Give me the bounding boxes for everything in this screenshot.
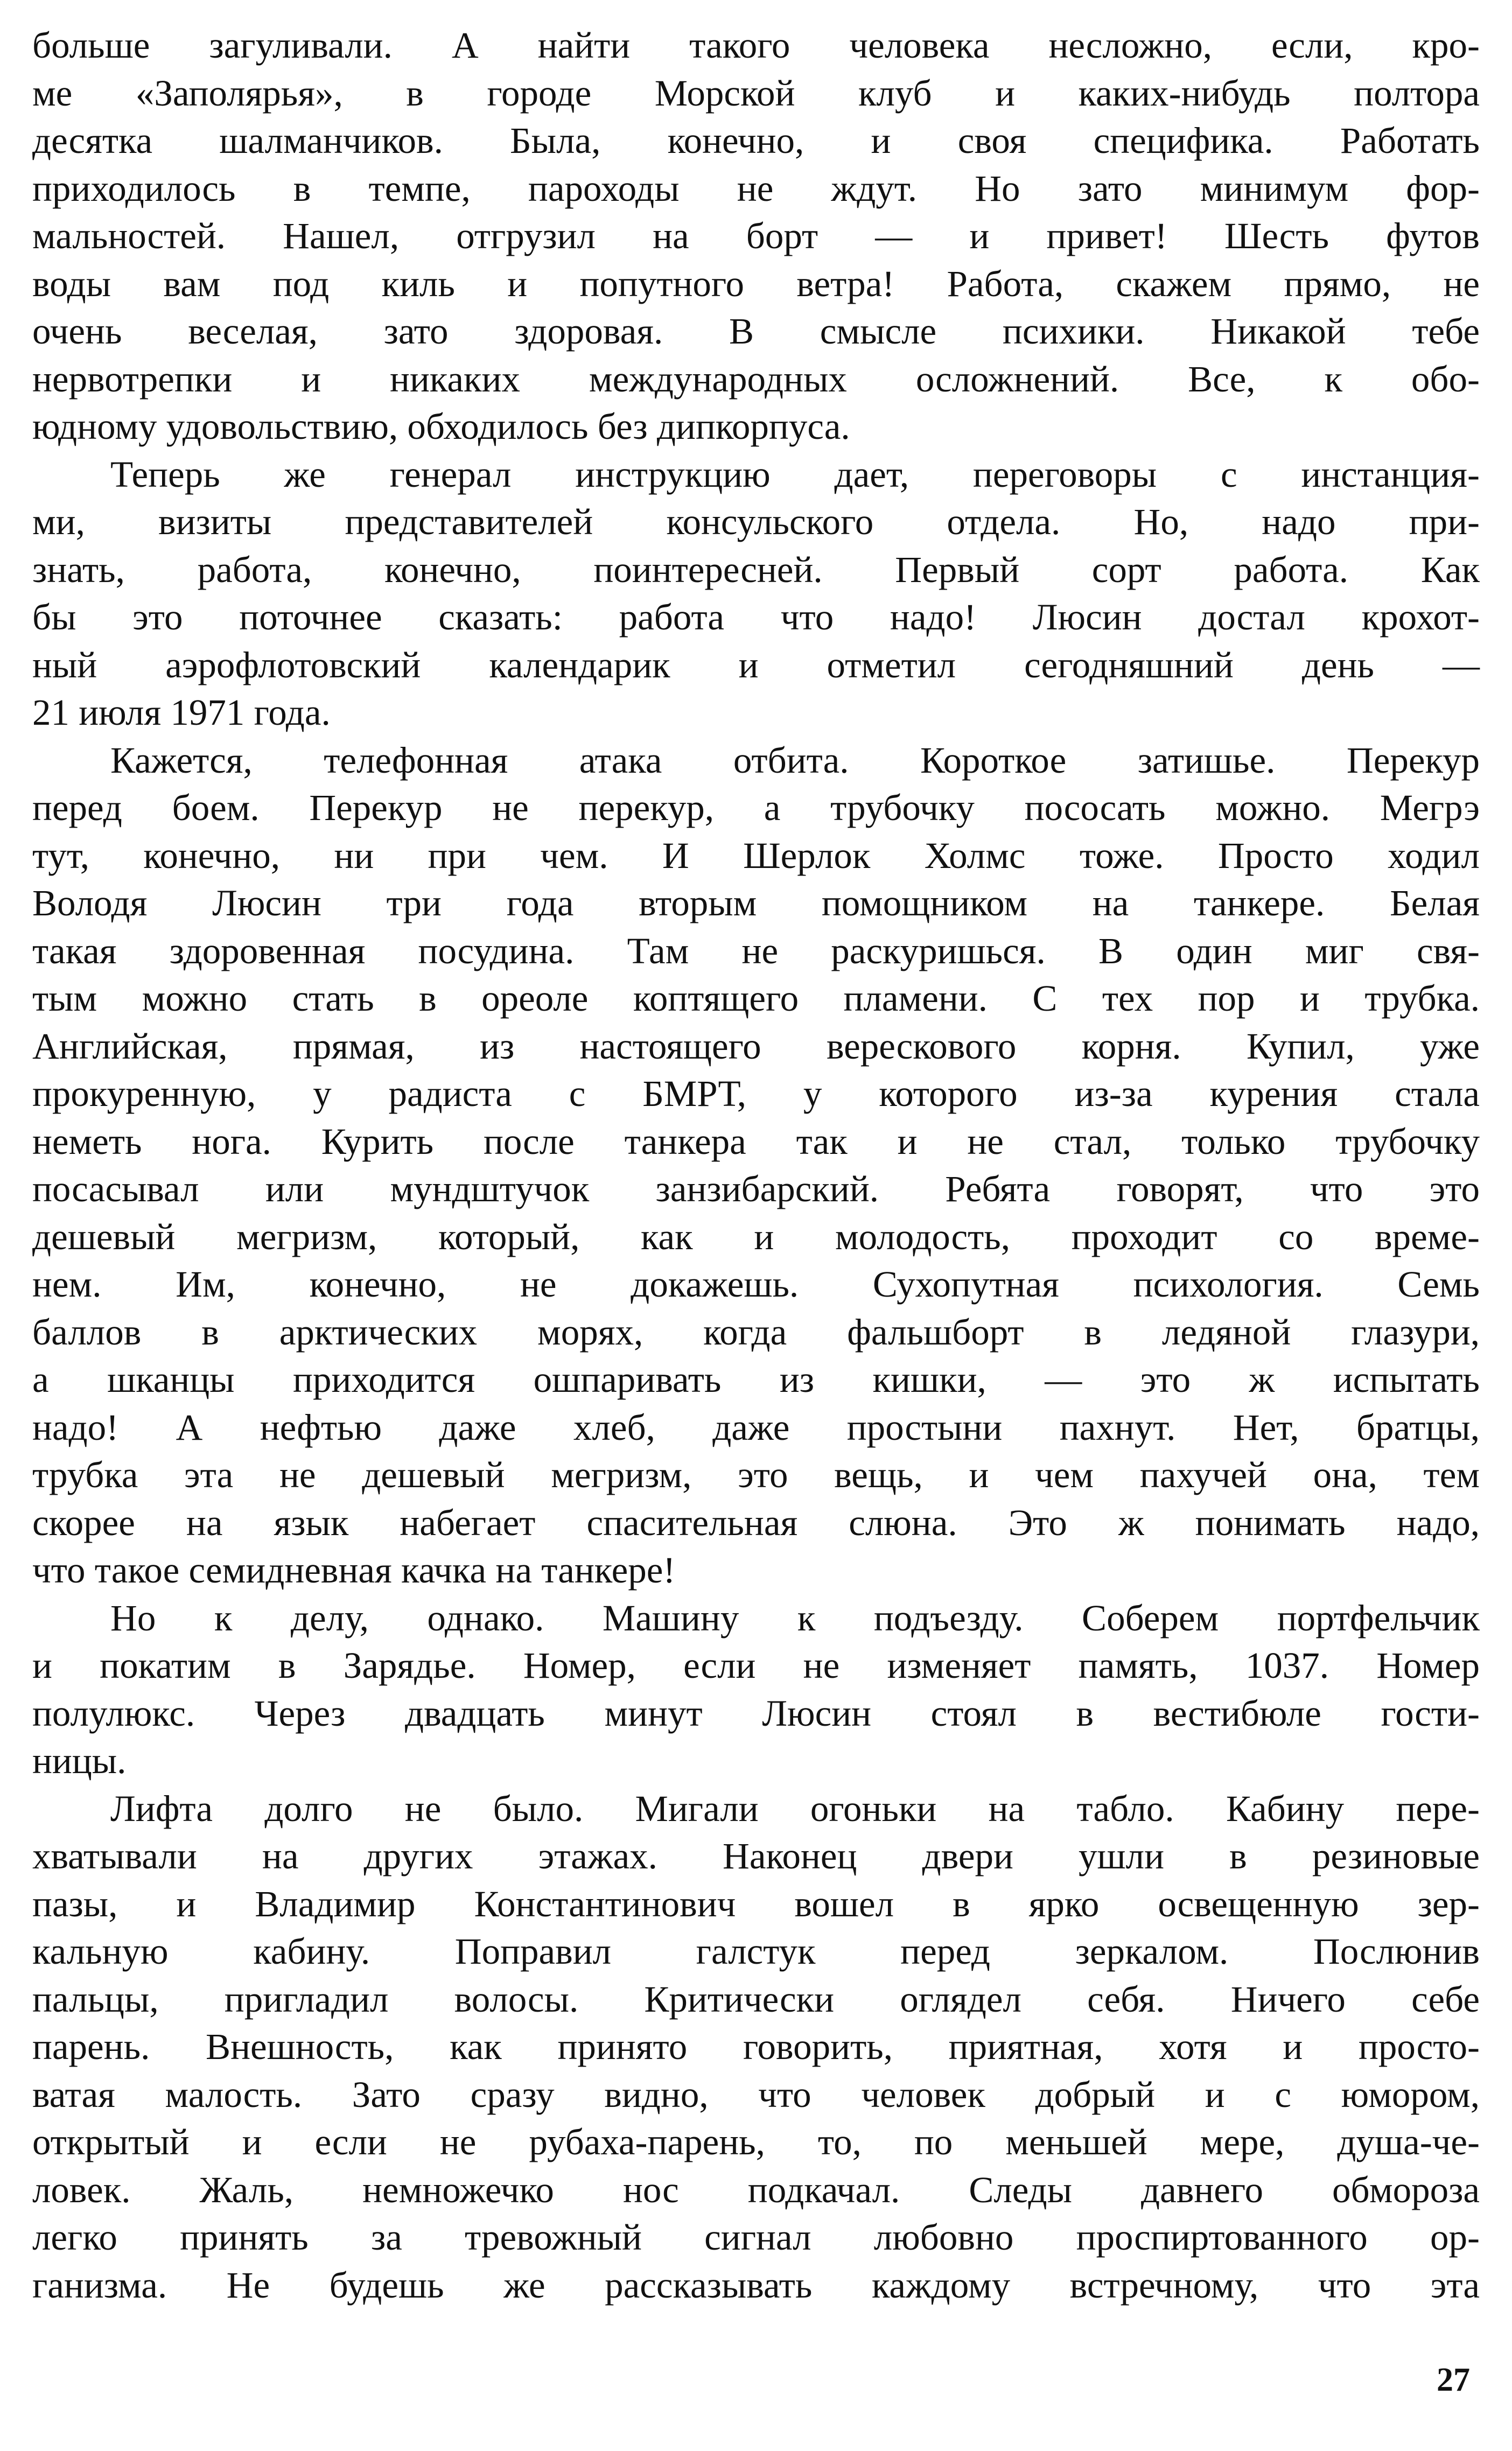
text-line: десятка шалманчиков. Была, конечно, и своя специфика. Работать bbox=[32, 120, 1480, 161]
text-line: ницы. bbox=[32, 1740, 127, 1781]
text-line: полулюкс. Через двадцать минут Люсин стоял в вестибюле гости- bbox=[32, 1692, 1480, 1734]
text-line: тут, конечно, ни при чем. И Шерлок Холмс тоже. Просто ходил bbox=[32, 835, 1480, 876]
text-line: бы это поточнее сказать: работа что надо! Люсин достал крохот- bbox=[32, 597, 1480, 638]
text-line: пальцы, пригладил волосы. Критически оглядел себя. Ничего себе bbox=[32, 1978, 1480, 2020]
text-line: Теперь же генерал инструкцию дает, переговоры с инстанция- bbox=[110, 453, 1480, 495]
text-line: мальностей. Нашел, отгрузил на борт — и привет! Шесть футов bbox=[32, 215, 1480, 256]
text-line: а шканцы приходится ошпаривать из кишки, — это ж испытать bbox=[32, 1359, 1480, 1400]
text-line: 21 июля 1971 года. bbox=[32, 692, 331, 733]
text-line: Но к делу, однако. Машину к подъезду. Соберем портфельчик bbox=[110, 1597, 1480, 1638]
text-line: юдному удовольствию, обходилось без дипкорпуса. bbox=[32, 406, 850, 447]
text-line: неметь нога. Курить после танкера так и не стал, только трубочку bbox=[32, 1121, 1480, 1162]
text-line: Володя Люсин три года вторым помощником на танкере. Белая bbox=[32, 883, 1480, 923]
text-line: такая здоровенная посудина. Там не раскуришься. В один миг свя- bbox=[32, 930, 1480, 971]
text-line: хватывали на других этажах. Наконец двери ушли в резиновые bbox=[32, 1836, 1480, 1876]
text-line: и покатим в Зарядье. Номер, если не изменяет память, 1037. Номер bbox=[32, 1645, 1480, 1686]
text-line: больше загуливали. А найти такого человека несложно, если, кро- bbox=[32, 25, 1480, 66]
text-line: легко принять за тревожный сигнал любовно проспиртованного ор- bbox=[32, 2217, 1480, 2258]
text-line: ми, визиты представителей консульского отдела. Но, надо при- bbox=[32, 501, 1480, 542]
text-line: надо! А нефтью даже хлеб, даже простыни пахнут. Нет, братцы, bbox=[32, 1406, 1480, 1448]
paragraph bbox=[32, 1785, 1480, 2309]
text-line: ватая малость. Зато сразу видно, что человек добрый и с юмором, bbox=[32, 2074, 1480, 2115]
book-page bbox=[32, 22, 1480, 2429]
text-line: парень. Внешность, как принято говорить, приятная, хотя и просто- bbox=[32, 2026, 1480, 2067]
text-line: Английская, прямая, из настоящего верескового корня. Купил, уже bbox=[32, 1025, 1480, 1067]
paragraph bbox=[32, 451, 1480, 737]
text-line: перед боем. Перекур не перекур, а трубочку пососать можно. Мегрэ bbox=[32, 787, 1480, 828]
text-line: дешевый мегризм, который, как и молодость, проходит со време- bbox=[32, 1216, 1480, 1257]
text-line: пазы, и Владимир Константинович вошел в ярко освещенную зер- bbox=[32, 1883, 1480, 1924]
text-line: прокуренную, у радиста с БМРТ, у которого из-за курения стала bbox=[32, 1073, 1480, 1114]
text-line: открытый и если не рубаха-парень, то, по меньшей мере, душа-че- bbox=[32, 2121, 1480, 2162]
text-line: трубка эта не дешевый мегризм, это вещь, и чем пахучей она, тем bbox=[32, 1454, 1480, 1495]
text-line: баллов в арктических морях, когда фальшборт в ледяной глазури, bbox=[32, 1311, 1480, 1353]
page-number: 27 bbox=[1437, 2362, 1470, 2398]
text-line: ганизма. Не будешь же рассказывать каждому встречному, что эта bbox=[32, 2264, 1480, 2306]
body-text bbox=[32, 22, 1480, 2309]
text-line: нем. Им, конечно, не докажешь. Сухопутная психология. Семь bbox=[32, 1264, 1480, 1305]
text-line: что такое семидневная качка на танкере! bbox=[32, 1550, 676, 1591]
paragraph bbox=[32, 1594, 1480, 1785]
text-line: ловек. Жаль, немножечко нос подкачал. Следы давнего обмороза bbox=[32, 2169, 1480, 2210]
text-line: тым можно стать в ореоле коптящего пламени. С тех пор и трубка. bbox=[32, 978, 1480, 1019]
text-line: нервотрепки и никаких международных осложнений. Все, к обо- bbox=[32, 358, 1480, 400]
paragraph bbox=[32, 22, 1480, 451]
text-line: воды вам под киль и попутного ветра! Работа, скажем прямо, не bbox=[32, 263, 1480, 304]
text-line: Кажется, телефонная атака отбита. Короткое затишье. Перекур bbox=[110, 739, 1480, 781]
text-line: скорее на язык набегает спасительная слюна. Это ж понимать надо, bbox=[32, 1502, 1480, 1543]
text-line: кальную кабину. Поправил галстук перед зеркалом. Послюнив bbox=[32, 1931, 1480, 1972]
paragraph bbox=[32, 737, 1480, 1594]
text-line: знать, работа, конечно, поинтересней. Первый сорт работа. Как bbox=[32, 549, 1480, 590]
text-line: ме «Заполярья», в городе Морской клуб и каких-нибудь полтора bbox=[32, 72, 1480, 114]
text-line: ный аэрофлотовский календарик и отметил сегодняшний день — bbox=[32, 644, 1480, 685]
text-line: Лифта долго не было. Мигали огоньки на табло. Кабину пере- bbox=[110, 1788, 1480, 1829]
text-line: посасывал или мундштучок занзибарский. Ребята говорят, что это bbox=[32, 1168, 1480, 1209]
text-line: очень веселая, зато здоровая. В смысле психики. Никакой тебе bbox=[32, 311, 1480, 352]
text-line: приходилось в темпе, пароходы не ждут. Но зато минимум фор- bbox=[32, 167, 1480, 209]
